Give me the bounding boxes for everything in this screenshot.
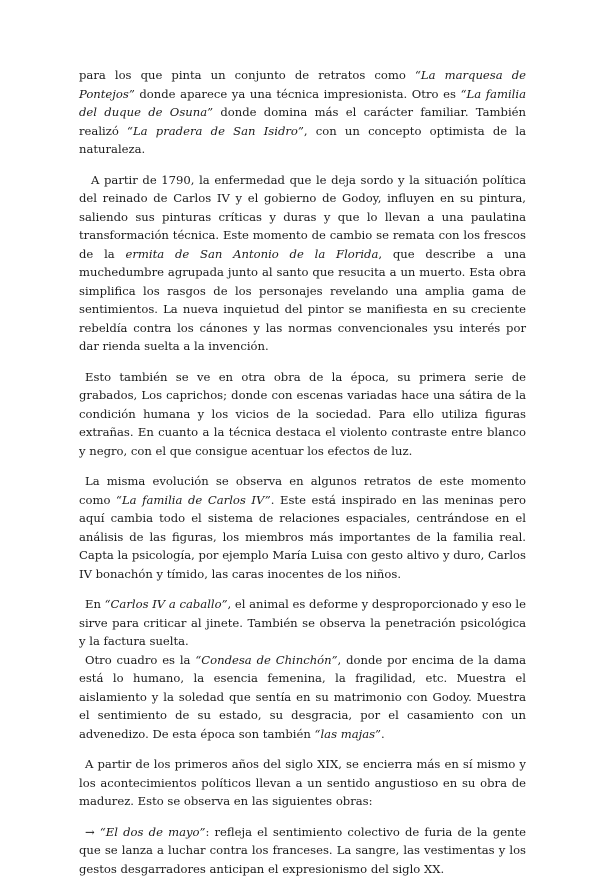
artwork-title-duque-osuna: “La familia del duque de Osuna” [79,87,526,120]
paragraph-5: En “Carlos IV a caballo”, el animal es deforme y desproporcionado y eso le sirve para criticar al jinete. También se observa la penetración psicológica y la factura suelta. [79,595,526,651]
artwork-title-chinchon: “Condesa de Chinchón” [195,653,337,667]
artwork-title-majas: “las majas” [315,727,381,741]
arrow-icon: → [85,825,100,839]
artwork-title-pradera: “La pradera de San Isidro” [127,124,304,138]
artwork-title-ermita: ermita de San Antonio de la Florida [125,247,378,261]
paragraph-1: para los que pinta un conjunto de retratos como “La marquesa de Pontejos” donde aparece ya una técnica impresionista. Otro es “La familia del duque de Osuna” donde domina más el carácter familiar. También realizó “La pradera de San Isidro”, con un concepto optimista de la naturaleza. [79,66,526,159]
paragraph-6: Otro cuadro es la “Condesa de Chinchón”, donde por encima de la dama está lo humano, la esencia femenina, la fragilidad, etc. Muestra el aislamiento y la soledad que sentía en su matrimonio con Godoy. Muestra el sentimiento de su estado, su desgracia, por el casamiento con un advenedizo. De esta época son también “las majas”. [79,651,526,744]
artwork-title-carlos-caballo: “Carlos IV a caballo” [105,597,228,611]
paragraph-8: → “El dos de mayo”: refleja el sentimiento colectivo de furia de la gente que se lanza a luchar contra los franceses. La sangre, las vestimentas y los gestos desgarradores anticipan el expresionismo del siglo XX. [79,823,526,878]
paragraph-2: A partir de 1790, la enfermedad que le deja sordo y la situación política del reinado de Carlos IV y el gobierno de Godoy, influyen en su pintura, saliendo sus pinturas críticas y duras y que lo llevan a una paulatina transformación técnica. Este momento de cambio se remata con los frescos de la ermita de San Antonio de la Florida, que describe a una muchedumbre agrupada junto al santo que resucita a un muerto. Esta obra simplifica los rasgos de los personajes revelando una amplia gama de sentimientos. La nueva inquietud del pintor se manifiesta en su creciente rebeldía contra los cánones y las normas convencionales ysu interés por dar rienda suelta a la invención. [79,171,526,356]
artwork-title-dos-mayo: “El dos de mayo” [100,825,206,839]
paragraph-3: Esto también se ve en otra obra de la época, su primera serie de grabados, Los caprichos; donde con escenas variadas hace una sátira de la condición humana y los vicios de la sociedad. Para ello utiliza figuras extrañas. En cuanto a la técnica destaca el violento contraste entre blanco y negro, con el que consigue acentuar los efectos de luz. [79,368,526,461]
artwork-title-familia-carlos: “La familia de Carlos IV” [116,493,271,507]
artwork-title-marquesa: “La marquesa de Pontejos” [79,68,526,101]
paragraph-7: A partir de los primeros años del siglo XIX, se encierra más en sí mismo y los acontecimientos políticos llevan a un sentido angustioso en su obra de madurez. Esto se observa en las siguientes obras: [79,755,526,811]
document-body [79,66,526,878]
paragraph-4: La misma evolución se observa en algunos retratos de este momento como “La familia de Carlos IV”. Este está inspirado en las meninas pero aquí cambia todo el sistema de relaciones espaciales, centrándose en el análisis de las figuras, los miembros más importantes de la familia real. Capta la psicología, por ejemplo María Luisa con gesto altivo y duro, Carlos IV bonachón y tímido, las caras inocentes de los niños. [79,472,526,583]
